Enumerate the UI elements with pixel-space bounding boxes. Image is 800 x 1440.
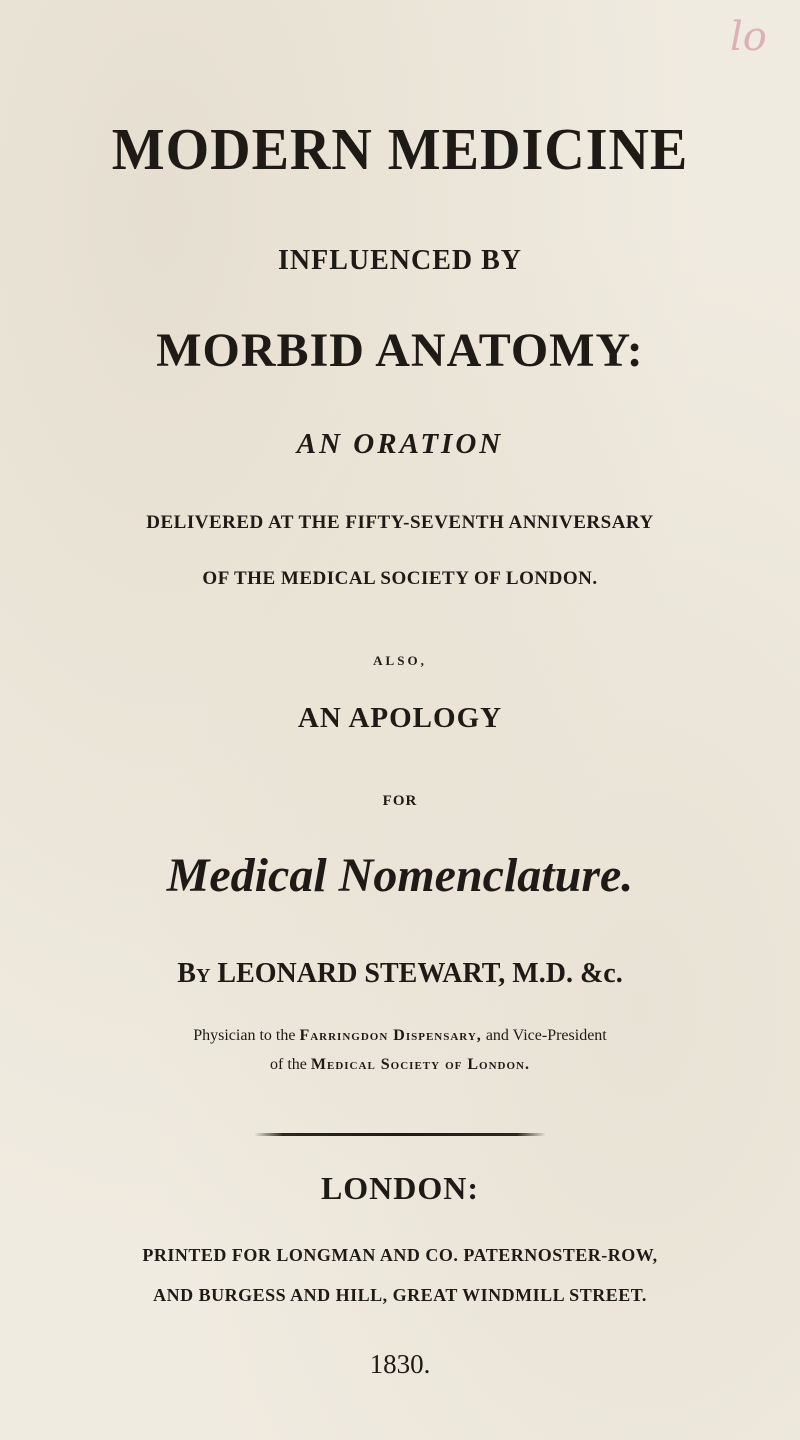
title-line-1: MODERN MEDICINE: [111, 117, 689, 183]
apology-heading: AN APOLOGY: [297, 702, 503, 734]
divider-rule: [254, 1133, 546, 1136]
imprint-city: LONDON:: [320, 1170, 480, 1206]
handwritten-mark: lo: [730, 14, 767, 60]
also-label: ALSO,: [373, 653, 427, 668]
by-label: By: [177, 958, 211, 989]
position-prefix: Physician to the: [193, 1027, 296, 1044]
author-line: [0, 958, 800, 990]
position-middle: and Vice-President: [485, 1027, 607, 1044]
title-line-3: MORBID ANATOMY:: [156, 324, 644, 377]
title-line-2: INFLUENCED BY: [277, 245, 523, 276]
delivered-line-2: OF THE MEDICAL SOCIETY OF LONDON.: [202, 568, 598, 589]
imprint-line-1: PRINTED FOR LONGMAN AND CO. PATERNOSTER-ROW,: [142, 1245, 658, 1265]
delivered-line-1: DELIVERED AT THE FIFTY-SEVENTH ANNIVERSARY: [146, 512, 654, 533]
dispensary-name: Farringdon Dispensary,: [299, 1027, 482, 1044]
imprint-line-2: AND BURGESS AND HILL, GREAT WINDMILL STREET.: [153, 1285, 647, 1305]
society-name: Medical Society of London.: [310, 1056, 530, 1073]
author-position-line: [0, 1027, 800, 1045]
for-label: FOR: [382, 793, 418, 809]
genre-heading: AN ORATION: [296, 428, 504, 460]
author-name: LEONARD STEWART, M.D. &c.: [217, 958, 623, 989]
imprint-year: 1830.: [369, 1349, 431, 1379]
of-the-label: of the: [270, 1056, 307, 1073]
second-work-title: Medical Nomenclature.: [166, 849, 634, 902]
author-society-line: [0, 1056, 800, 1074]
